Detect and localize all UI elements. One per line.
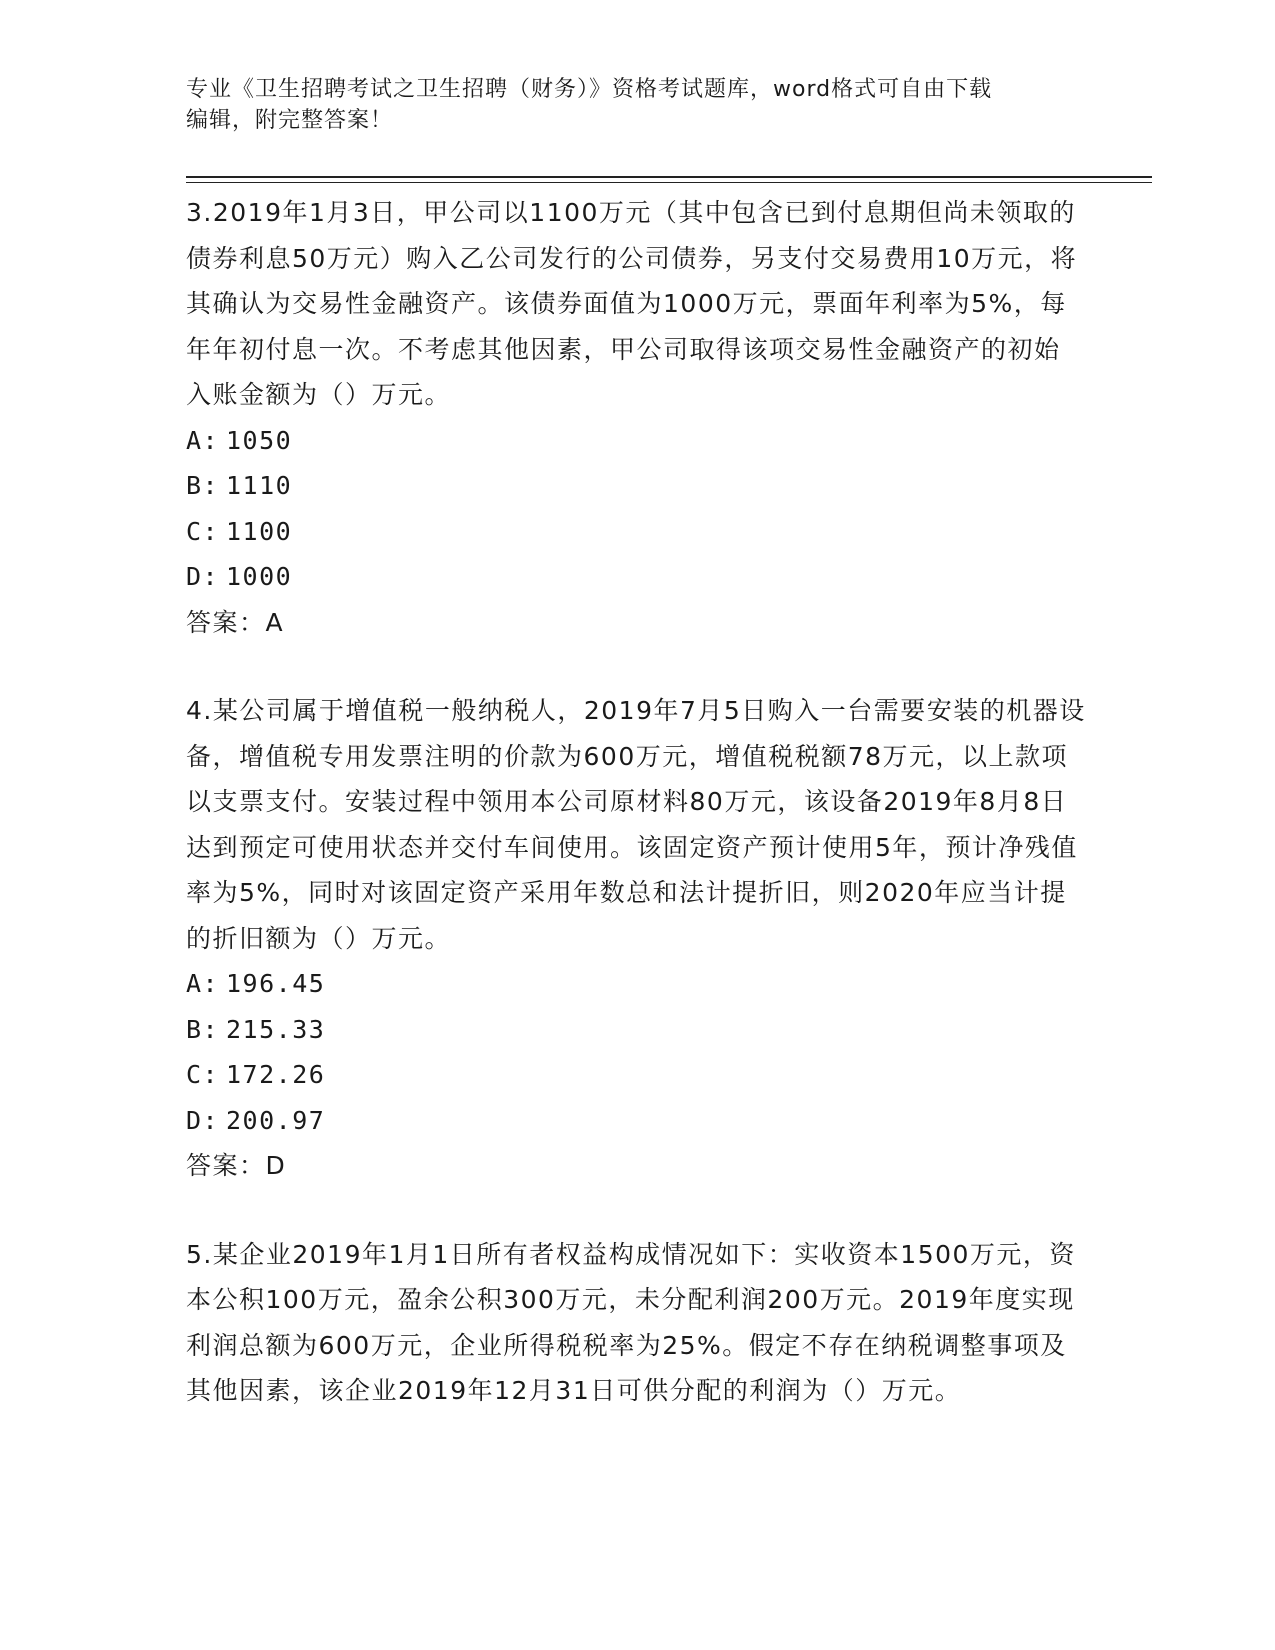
header-divider-thick xyxy=(186,176,1152,178)
option-letter: B: xyxy=(186,471,220,500)
option-letter: C: xyxy=(186,516,220,546)
answer: 答案：A xyxy=(186,607,285,637)
option-text: 215.33 xyxy=(226,1014,326,1044)
header-line-2: 编辑，附完整答案！ xyxy=(186,108,394,133)
header-line-1: 专业《卫生招聘考试之卫生招聘（财务）》资格考试题库，word格式可自由下载 xyxy=(186,77,993,102)
option-text: 172.26 xyxy=(226,1060,326,1089)
option-text: 1100 xyxy=(226,516,293,546)
document-header xyxy=(186,74,1086,136)
option-b xyxy=(186,463,1086,509)
question-list xyxy=(186,190,1086,1457)
option-a xyxy=(186,961,1086,1007)
option-a xyxy=(186,418,1086,464)
option-d xyxy=(186,1098,1086,1144)
question-4 xyxy=(186,688,1086,1189)
answer: 答案：D xyxy=(186,1151,287,1180)
option-letter: D: xyxy=(186,562,220,591)
option-c xyxy=(186,509,1086,555)
option-letter: D: xyxy=(186,1105,220,1135)
option-letter: A: xyxy=(186,425,220,455)
option-letter: A: xyxy=(186,969,220,998)
option-c xyxy=(186,1052,1086,1098)
question-stem: 3.2019年1月3日，甲公司以1100万元（其中包含已到付息期但尚未领取的债券利息50万元）购入乙公司发行的公司债券，另支付交易费用10万元，将其确认为交易性金融资产。该债券面值为1000万元，票面年利率为5%，每年年初付息一次。不考虑其他因素，甲公司取得该项交易性金融资产的初始入账金额为（）万元。 xyxy=(186,198,1078,409)
option-text: 1000 xyxy=(226,562,293,591)
question-stem: 5.某企业2019年1月1日所有者权益构成情况如下：实收资本1500万元，资本公积100万元，盈余公积300万元，未分配利润200万元。2019年度实现利润总额为600万元，企业所得税税率为25%。假定不存在纳税调整事项及其他因素，该企业2019年12月31日可供分配的利润为（）万元。 xyxy=(186,1239,1076,1405)
option-text: 196.45 xyxy=(226,969,326,998)
question-3 xyxy=(186,190,1086,645)
question-5 xyxy=(186,1232,1086,1414)
option-b xyxy=(186,1007,1086,1053)
option-text: 1110 xyxy=(226,471,293,500)
option-letter: C: xyxy=(186,1060,220,1089)
option-letter: B: xyxy=(186,1014,220,1044)
question-stem: 4.某公司属于增值税一般纳税人，2019年7月5日购入一台需要安装的机器设备，增值税专用发票注明的价款为600万元，增值税税额78万元，以上款项以支票支付。安装过程中领用本公司原材料80万元，该设备2019年8月8日达到预定可使用状态并交付车间使用。该固定资产预计使用5年，预计净残值率为5%，同时对该固定资产采用年数总和法计提折旧，则2020年应当计提的折旧额为（）万元。 xyxy=(186,696,1086,953)
option-text: 1050 xyxy=(226,425,293,455)
option-text: 200.97 xyxy=(226,1105,326,1135)
header-divider-thin xyxy=(186,182,1152,183)
option-d xyxy=(186,554,1086,600)
